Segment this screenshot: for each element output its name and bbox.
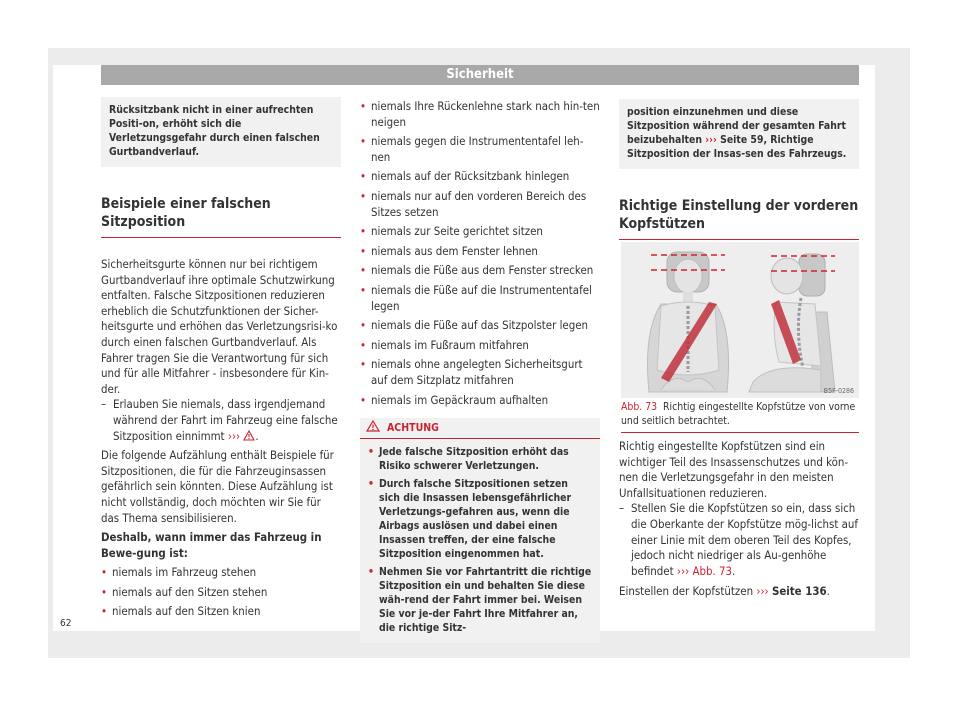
side-view-figure — [749, 254, 835, 392]
list-item: • niemals aus dem Fenster lehnen — [360, 243, 538, 258]
achtung-item: • Nehmen Sie vor Fahrtantritt die richtige Sitzposition ein und behalten Sie diese wäh-rend der Fahrt immer bei. Weisen Sie vor je-der Fahrt Ihre Mitfahrer an, die richtige Sitz- — [368, 566, 592, 635]
column-left — [101, 97, 341, 620]
achtung-box — [360, 418, 600, 643]
chevron-link-icon[interactable]: ››› — [676, 563, 690, 578]
figure-link[interactable]: Abb. 73 — [692, 563, 733, 578]
column-right-body — [619, 439, 859, 600]
list-item: • niemals die Füße auf das Sitzpolster legen — [360, 318, 589, 333]
column-right — [619, 99, 859, 240]
list-item: • niemals nur auf den vorderen Bereich des Sitzes setzen — [360, 188, 587, 219]
list-item: • niemals auf den Sitzen knien — [101, 604, 261, 619]
list-item: • niemals ohne angelegten Sicherheitsgurt auf dem Sitzplatz mitfahren — [360, 357, 583, 387]
warning-text: position einzunehmen und diese Sitzposition während der gesamten Fahrt beizubehalten — [627, 106, 846, 146]
chapter-header: Sicherheit — [101, 65, 859, 85]
front-view-figure — [648, 252, 729, 392]
figure-headrest — [621, 242, 859, 398]
achtung-item: • Jede falsche Sitzposition erhöht das Risiko schwerer Verletzungen. — [368, 446, 569, 473]
list-item: • niemals die Füße auf die Instrumententafel legen — [360, 282, 592, 313]
list-item: • niemals zur Seite gerichtet sitzen — [360, 224, 543, 239]
reference-line: Einstellen der Kopfstützen ››› Seite 136. — [619, 584, 830, 599]
list-item: • niemals die Füße aus dem Fenster strecken — [360, 263, 594, 278]
achtung-item: • Durch falsche Sitzpositionen setzen sich die Insassen lebensgefährlicher Verletzungs-gefahren aus, wenn die Airbags auslösen und dabei einen Insassen treffen, der eine falsche Sitzposition eingenommen hat. — [368, 478, 572, 561]
chevron-link-icon[interactable]: ››› — [227, 428, 241, 443]
figure-caption — [621, 401, 859, 433]
warning-triangle-icon — [366, 420, 387, 436]
dash-list-item: – Stellen Sie die Kopfstützen so ein, dass sich die Oberkante der Kopfstütze mög-lichst auf einer Linie mit dem oberen Teil des Kopfes, jedoch nicht niedriger als Au-genhöhe befindet ››› Abb. 73. — [619, 501, 858, 578]
page-number: 62 — [60, 618, 72, 629]
list-item: • niemals Ihre Rückenlehne stark nach hin-ten neigen — [360, 99, 600, 129]
column-middle — [360, 99, 600, 643]
list-item: • niemals auf den Sitzen stehen — [101, 584, 268, 599]
warning-text: Rücksitzbank nicht in einer aufrechten Positi-on, erhöht sich die Verletzungsgefahr durch einen falschen Gurtbandverlauf. — [109, 104, 320, 158]
intro-paragraph: Richtig eingestellte Kopfstützen sind ein wichtiger Teil des Insassenschutzes und kön-nen die Verletzungsgefahr in den meisten Unfallsituationen reduzieren. — [619, 439, 849, 500]
chevron-link-icon[interactable]: ››› — [705, 134, 717, 146]
page-link[interactable]: Seite 136 — [771, 584, 827, 599]
warning-continuation-box: position einzunehmen und diese Sitzposition während der gesamten Fahrt beizubehalten ››› Seite 59, Richtige Sitzposition der Insas-sen des Fahrzeugs. — [619, 99, 859, 169]
dash-marker: – — [101, 397, 107, 412]
dash-marker: – — [619, 501, 625, 516]
section-title: Richtige Einstellung der vorderen Kopfstützen — [619, 197, 859, 240]
warning-triangle-icon[interactable] — [243, 429, 255, 443]
warning-link[interactable]: Seite 59, Richtige Sitzposition der Insas-sen des Fahrzeugs — [627, 134, 843, 160]
list-item: • niemals auf der Rücksitzbank hinlegen — [360, 169, 570, 184]
dash-list-item: – Erlauben Sie niemals, dass irgendjemand während der Fahrt im Fahrzeug eine falsche Sitzposition einnimmt ››› . — [101, 397, 338, 443]
list-item: • niemals im Gepäckraum aufhalten — [360, 392, 549, 407]
bold-lead: Deshalb, wann immer das Fahrzeug in Bewe-gung ist: — [101, 530, 322, 560]
caption-label: Abb. 73 — [621, 401, 658, 413]
achtung-header: ACHTUNG — [360, 418, 600, 439]
section-title: Beispiele einer falschen Sitzposition — [101, 195, 341, 238]
warning-continuation-box — [101, 97, 341, 167]
list-intro-paragraph: Die folgende Aufzählung enthält Beispiele für Sitzpositionen, die für die Fahrzeuginsassen gefährlich sein könnten. Diese Aufzählung ist nicht vollständig, doch möchten wir Sie für das Thema sensibilisieren. — [101, 448, 334, 525]
list-item: • niemals gegen die Instrumententafel leh-nen — [360, 134, 584, 164]
list-item: • niemals im Fußraum mitfahren — [360, 337, 529, 352]
caption-text: Richtig eingestellte Kopfstütze von vorne und seitlich betrachtet. — [621, 401, 856, 427]
list-item: • niemals im Fahrzeug stehen — [101, 565, 257, 580]
headrest-illustration — [621, 242, 859, 398]
figure-code: B5F-0286 — [823, 387, 854, 395]
chevron-link-icon[interactable]: ››› — [756, 584, 769, 599]
intro-paragraph: Sicherheitsgurte können nur bei richtigem Gurtbandverlauf ihre optimale Schutzwirkung entfalten. Falsche Sitzpositionen reduzieren erheblich die Schutzfunktionen der Sicher-heitsgurte und erhöhen das Verletzungsrisi-ko durch einen falschen Gurtbandverlauf. Als Fahrer tragen Sie die Verantwortung für sich und für alle Mitfahrer - insbesondere für Kin-der. — [101, 257, 338, 396]
